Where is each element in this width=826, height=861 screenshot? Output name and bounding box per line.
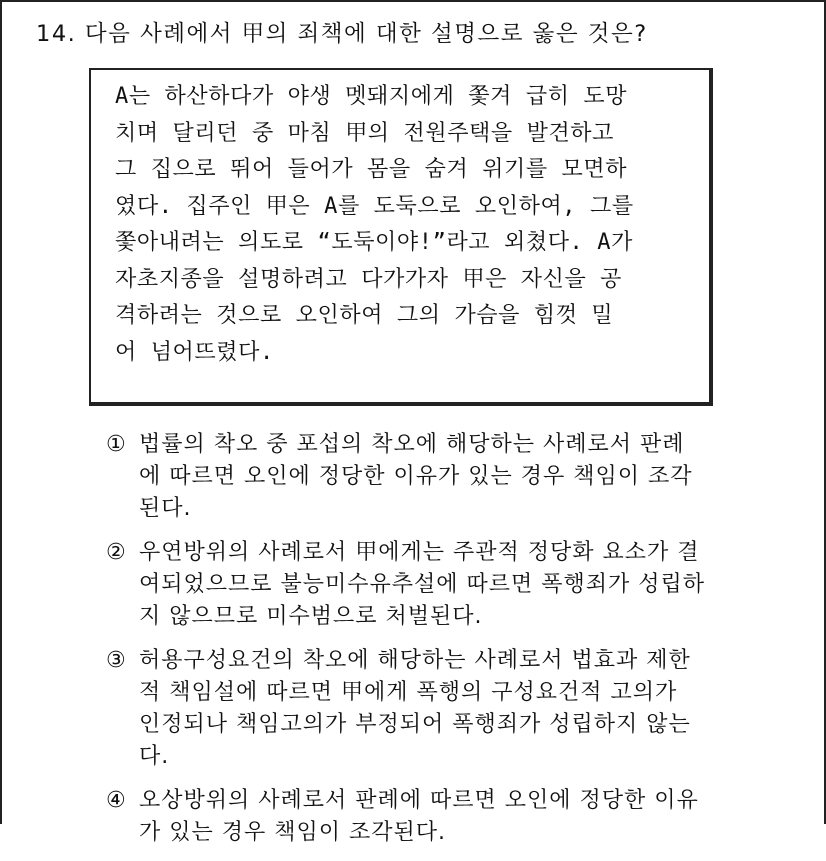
choice-number: ① (106, 432, 126, 457)
case-line: 어 넘어뜨렸다. (115, 339, 274, 365)
choice-text-line: 법률의 착오 중 포섭의 착오에 해당하는 사례로서 판례 (139, 432, 685, 457)
case-line: 자초지종을 설명하려고 다가가자 甲은 자신을 공 (115, 266, 623, 292)
case-line: A는 하산하다가 야생 멧돼지에게 쫓겨 급히 도망 (115, 84, 628, 109)
case-line: 그 집으로 뛰어 들어가 몸을 숨겨 위기를 모면하 (115, 157, 628, 182)
case-box (89, 68, 713, 406)
choice-text-line: 오상방위의 사례로서 판례에 따르면 오인에 정당한 이유 (139, 788, 699, 813)
choice-text-line: 된다. (139, 496, 192, 521)
choice-3[interactable] (106, 645, 796, 773)
choice-text-line: 적 책임설에 따르면 甲에게 폭행의 구성요건적 고의가 (139, 680, 678, 705)
choice-text-line: 여되었으므로 불능미수유추설에 따르면 폭행죄가 성립하 (139, 572, 706, 597)
choice-text-line: 인정되나 책임고의가 부정되어 폭행죄가 성립하지 않는 (139, 712, 691, 737)
question-stem: 14. 다음 사례에서 甲의 죄책에 대한 설명으로 옳은 것은? (36, 21, 648, 47)
choice-number: ③ (106, 648, 126, 673)
choice-1[interactable] (106, 429, 796, 525)
choice-text-line: 우연방위의 사례로서 甲에게는 주관적 정당화 요소가 결 (139, 540, 700, 565)
case-line: 쫓아내려는 의도로 “도둑이야!”라고 외쳤다. A가 (115, 230, 633, 255)
choice-4[interactable] (106, 785, 796, 849)
choice-text-line: 지 않으므로 미수범으로 처벌된다. (139, 604, 483, 629)
choice-text-line: 가 있는 경우 책임이 조각된다. (139, 820, 446, 845)
case-line: 였다. 집주인 甲은 A를 도둑으로 오인하여, 그를 (115, 193, 634, 219)
choice-text-line: 에 따르면 오인에 정당한 이유가 있는 경우 책임이 조각 (139, 464, 693, 489)
choice-text-line: 허용구성요건의 착오에 해당하는 사례로서 법효과 제한 (139, 648, 691, 673)
choice-2[interactable] (106, 537, 796, 633)
answer-choices (106, 429, 796, 861)
choice-number: ④ (106, 788, 126, 813)
choice-number: ② (106, 540, 126, 565)
case-line: 치며 달리던 중 마침 甲의 전원주택을 발견하고 (115, 120, 615, 146)
case-line: 격하려는 것으로 오인하여 그의 가슴을 힘껏 밀 (115, 303, 614, 328)
choice-text-line: 다. (139, 744, 170, 769)
